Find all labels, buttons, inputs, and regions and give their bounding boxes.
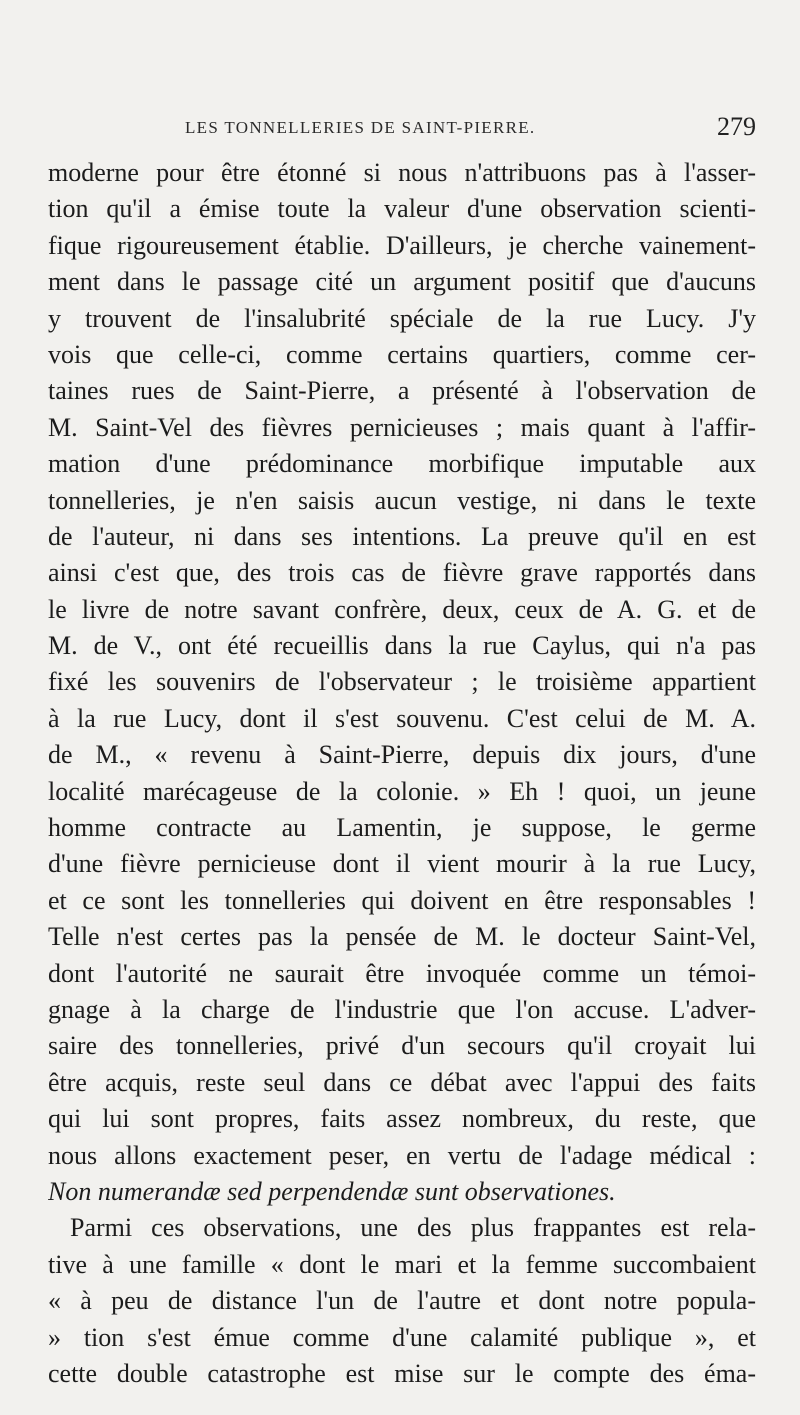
text-line: mation d'une prédominance morbifique imputable aux bbox=[48, 449, 756, 479]
text-line: à la rue Lucy, dont il s'est souvenu. C'est celui de M. A. bbox=[48, 703, 756, 733]
text-line: moderne pour être étonné si nous n'attribuons pas à l'asser- bbox=[48, 158, 756, 187]
text-line: et ce sont les tonnelleries qui doivent en être responsables ! bbox=[48, 885, 756, 915]
text-line: fixé les souvenirs de l'observateur ; le troisième appartient bbox=[48, 667, 756, 697]
text-line: y trouvent de l'insalubrité spéciale de la rue Lucy. J'y bbox=[48, 303, 756, 333]
text-line: homme contracte au Lamentin, je suppose, le germe bbox=[48, 813, 756, 843]
text-line: cette double catastrophe est mise sur le compte des éma- bbox=[48, 1358, 756, 1388]
text-line: « à peu de distance l'un de l'autre et dont notre popula- bbox=[48, 1286, 756, 1316]
text-line: qui lui sont propres, faits assez nombreux, du reste, que bbox=[48, 1104, 756, 1134]
text-line: de M., « revenu à Saint-Pierre, depuis dix jours, d'une bbox=[48, 740, 756, 770]
text-line: gnage à la charge de l'industrie que l'on accuse. L'adver- bbox=[48, 994, 756, 1024]
running-head: LES TONNELLERIES DE SAINT-PIERRE. bbox=[185, 118, 536, 137]
body-text bbox=[48, 155, 756, 1392]
text-line: M. de V., ont été recueillis dans la rue Caylus, qui n'a pas bbox=[48, 631, 756, 661]
page-header bbox=[48, 112, 756, 152]
text-line: de l'auteur, ni dans ses intentions. La preuve qu'il en est bbox=[48, 521, 756, 551]
text-line: nous allons exactement peser, en vertu de l'adage médical : bbox=[48, 1140, 756, 1170]
text-line: » tion s'est émue comme d'une calamité publique », et bbox=[48, 1322, 756, 1352]
text-line: Non numerandæ sed perpendendæ sunt observationes. bbox=[48, 1176, 616, 1206]
text-line: ainsi c'est que, des trois cas de fièvre grave rapportés dans bbox=[48, 558, 756, 588]
text-line: taines rues de Saint-Pierre, a présenté à l'observation de bbox=[48, 376, 756, 406]
text-line: dont l'autorité ne saurait être invoquée comme un témoi- bbox=[48, 958, 756, 988]
text-line: ment dans le passage cité un argument positif que d'aucuns bbox=[48, 267, 756, 297]
text-line: fique rigoureusement établie. D'ailleurs, je cherche vainement- bbox=[48, 230, 756, 260]
text-line: Telle n'est certes pas la pensée de M. le docteur Saint-Vel, bbox=[48, 922, 756, 952]
text-line: être acquis, reste seul dans ce débat avec l'appui des faits bbox=[48, 1067, 756, 1097]
text-line: tion qu'il a émise toute la valeur d'une observation scienti- bbox=[48, 194, 756, 224]
text-line: tive à une famille « dont le mari et la femme succombaient bbox=[48, 1249, 756, 1279]
page-number: 279 bbox=[717, 112, 756, 141]
text-line: Parmi ces observations, une des plus frappantes est rela- bbox=[70, 1213, 756, 1243]
text-line: le livre de notre savant confrère, deux, ceux de A. G. et de bbox=[48, 594, 756, 624]
text-line: M. Saint-Vel des fièvres pernicieuses ; mais quant à l'affir- bbox=[48, 412, 756, 442]
text-line: localité marécageuse de la colonie. » Eh ! quoi, un jeune bbox=[48, 776, 756, 806]
text-line: d'une fièvre pernicieuse dont il vient mourir à la rue Lucy, bbox=[48, 849, 756, 879]
text-line: tonnelleries, je n'en saisis aucun vestige, ni dans le texte bbox=[48, 485, 756, 515]
text-line: vois que celle-ci, comme certains quartiers, comme cer- bbox=[48, 339, 756, 369]
text-line: saire des tonnelleries, privé d'un secours qu'il croyait lui bbox=[48, 1031, 756, 1061]
